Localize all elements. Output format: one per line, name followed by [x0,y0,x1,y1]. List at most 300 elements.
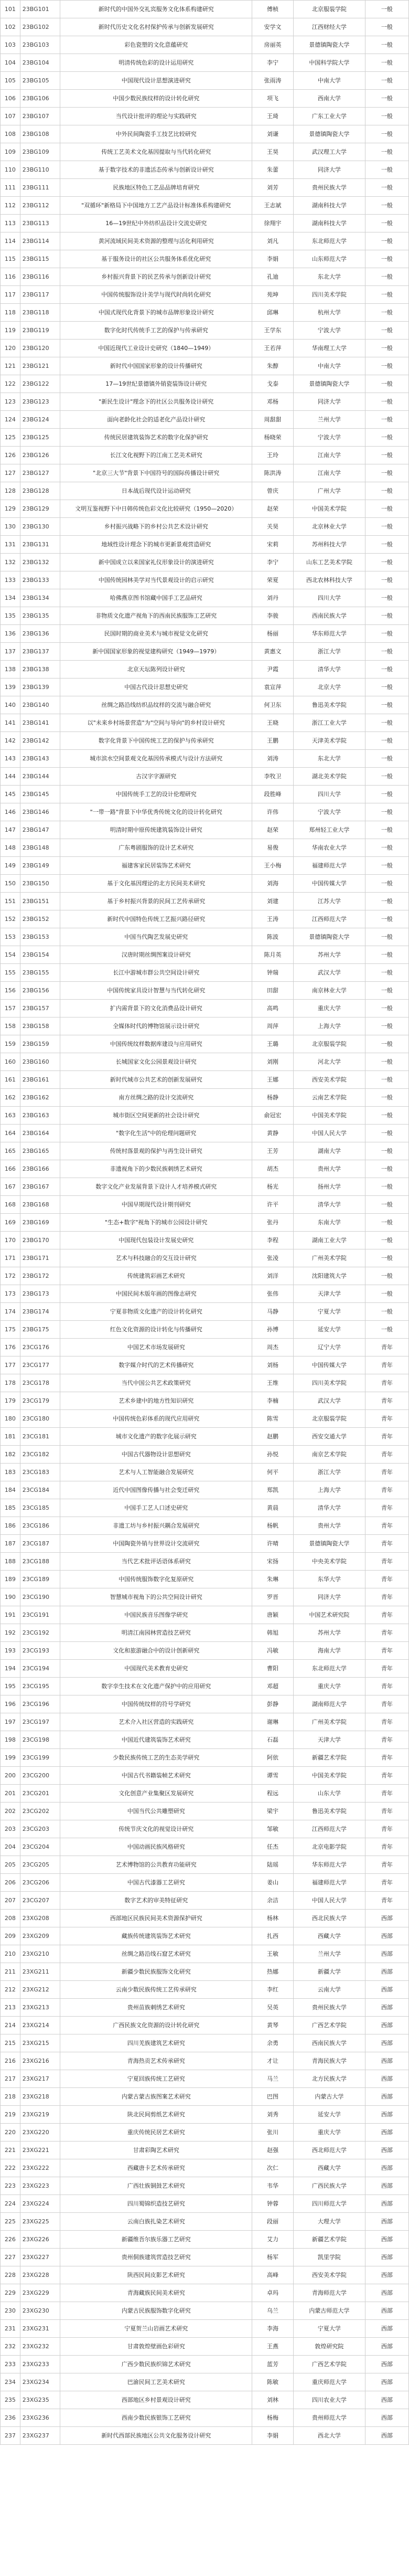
principal-investigator: 王芳 [252,1142,294,1160]
project-code: 23BG133 [20,571,60,589]
row-number: 121 [1,357,20,375]
project-title: 中国传统服饰数字化复原研究 [60,1571,252,1588]
project-code: 23BG151 [20,893,60,910]
project-title: 明清时期中原传统建筑装饰设计研究 [60,821,252,839]
institution: 华东师范大学 [293,625,365,643]
table-row [1,893,409,910]
project-code: 23XG231 [20,2320,60,2338]
row-number: 192 [1,1624,20,1642]
institution: 浙江工业大学 [293,714,365,732]
project-title: 哈佛燕京图书馆藏中国手工艺品研究 [60,589,252,607]
project-title: 城市文化遗产的数字化展示研究 [60,1428,252,1446]
principal-investigator: 韦华 [252,2177,294,2195]
project-category: 青年 [365,1856,408,1874]
institution: 西安美术学院 [293,2266,365,2284]
project-code: 23CG197 [20,1713,60,1731]
project-category: 西部 [365,2249,408,2266]
row-number: 140 [1,696,20,714]
project-category: 一般 [365,1285,408,1303]
project-code: 23BG141 [20,714,60,732]
row-number: 134 [1,589,20,607]
project-category: 一般 [365,928,408,946]
principal-investigator: 钟蓉 [252,2195,294,2213]
table-row [1,1910,409,1927]
project-code: 23CG180 [20,1410,60,1428]
institution: 江南大学 [293,447,365,464]
table-row [1,1339,409,1356]
project-title: 广西壮族铜鼓艺术研究 [60,2177,252,2195]
project-code: 23BG120 [20,340,60,357]
project-title: 宁夏非物质文化遗产的设计转化研究 [60,1303,252,1321]
project-category: 一般 [365,1142,408,1160]
table-row [1,108,409,125]
principal-investigator: 王涛 [252,910,294,928]
project-category: 青年 [365,1535,408,1553]
row-number: 224 [1,2195,20,2213]
project-code: 23BG138 [20,661,60,679]
table-row [1,1410,409,1428]
principal-investigator: 刘海 [252,875,294,893]
table-row [1,2142,409,2159]
institution: 中国传媒大学 [293,1356,365,1374]
project-category: 青年 [365,1642,408,1660]
project-code: 23BG124 [20,411,60,429]
row-number: 214 [1,2017,20,2034]
project-table-body [1,1,409,2445]
project-code: 23CG200 [20,1767,60,1785]
principal-investigator: 刘秀 [252,2106,294,2124]
project-category: 一般 [365,1035,408,1053]
principal-investigator: 扎西 [252,1927,294,1945]
project-title: 非物质文化遗产视角下的西南民族服饰工艺研究 [60,607,252,625]
row-number: 115 [1,250,20,268]
row-number: 207 [1,1892,20,1910]
principal-investigator: 巴图 [252,2088,294,2106]
project-code: 23BG148 [20,839,60,857]
principal-investigator: 谢琳 [252,1713,294,1731]
project-code: 23BG122 [20,375,60,393]
project-title: 中国古代漆器工艺研究 [60,1874,252,1892]
project-category: 一般 [365,1214,408,1232]
table-row [1,1927,409,1945]
project-category: 西部 [365,2427,408,2445]
project-code: 23BG113 [20,215,60,232]
project-code: 23BG158 [20,1017,60,1035]
table-row [1,2034,409,2052]
institution: 景德镇陶瓷大学 [293,125,365,143]
project-category: 西部 [365,2320,408,2338]
project-code: 23BG154 [20,946,60,964]
row-number: 136 [1,625,20,643]
row-number: 161 [1,1071,20,1089]
row-number: 231 [1,2320,20,2338]
row-number: 162 [1,1089,20,1107]
principal-investigator: 杨丽 [252,625,294,643]
project-code: 23BG156 [20,982,60,1000]
principal-investigator: 俞冠宏 [252,1107,294,1125]
principal-investigator: 王若萍 [252,340,294,357]
project-category: 一般 [365,1,408,18]
institution: 东北大学 [293,268,365,286]
project-title: 中国现代设计思想演进研究 [60,72,252,90]
table-row [1,946,409,964]
project-code: 23BG143 [20,750,60,768]
table-row [1,447,409,464]
principal-investigator: 孔迪 [252,268,294,286]
project-title: 四川羌族建筑艺术研究 [60,2034,252,2052]
project-code: 23CG177 [20,1356,60,1374]
table-row [1,72,409,90]
project-category: 青年 [365,1464,408,1481]
table-row [1,215,409,232]
project-code: 23BG123 [20,393,60,411]
row-number: 175 [1,1321,20,1339]
project-title: "新民生设计"理念下的社区公共服务设计研究 [60,393,252,411]
table-row [1,2356,409,2373]
institution: 福建师范大学 [293,857,365,875]
table-row [1,250,409,268]
row-number: 204 [1,1838,20,1856]
row-number: 130 [1,518,20,536]
institution: 武汉大学 [293,1392,365,1410]
project-title: 广西民族文化资源的设计转化研究 [60,2017,252,2034]
principal-investigator: 张凌 [252,1249,294,1267]
project-code: 23BG169 [20,1214,60,1232]
table-row [1,1053,409,1071]
project-title: 新疆少数民族服饰文化研究 [60,1963,252,1981]
project-category: 一般 [365,1089,408,1107]
project-title: 传统工艺美术文化基因提取与当代转化研究 [60,143,252,161]
institution: 西北师范大学 [293,2142,365,2159]
project-category: 青年 [365,1428,408,1446]
table-row [1,661,409,679]
project-category: 青年 [365,1553,408,1571]
project-category: 一般 [365,857,408,875]
project-title: 中国早期现代设计期刊研究 [60,1196,252,1214]
principal-investigator: 许平 [252,1196,294,1214]
institution: 四川农业大学 [293,2391,365,2409]
project-code: 23BG157 [20,1000,60,1017]
row-number: 174 [1,1303,20,1321]
project-category: 一般 [365,554,408,571]
institution: 江西师范大学 [293,1820,365,1838]
table-row [1,500,409,518]
project-code: 23XG224 [20,2195,60,2213]
row-number: 211 [1,1963,20,1981]
institution: 中国美术学院 [293,1767,365,1785]
institution: 新疆大学 [293,1963,365,1981]
table-row [1,2177,409,2195]
project-title: 长城国家文化公园景观设计研究 [60,1053,252,1071]
table-row [1,1892,409,1910]
table-row [1,2302,409,2320]
table-row [1,90,409,108]
principal-investigator: 孙博 [252,1321,294,1339]
principal-investigator: 杨军 [252,2249,294,2266]
principal-investigator: 田甜 [252,982,294,1000]
row-number: 197 [1,1713,20,1731]
project-category: 青年 [365,1499,408,1517]
row-number: 189 [1,1571,20,1588]
institution: 山东师范大学 [293,250,365,268]
institution: 山东工艺美术学院 [293,554,365,571]
principal-investigator: 陈敏 [252,2373,294,2391]
principal-investigator: 杨光 [252,1178,294,1196]
project-title: 基于数字技术的非遗活态传承与创新设计研究 [60,161,252,179]
project-category: 西部 [365,2070,408,2088]
institution: 浙江大学 [293,1464,365,1481]
row-number: 106 [1,90,20,108]
principal-investigator: 关昊 [252,518,294,536]
institution: 四川美术学院 [293,286,365,304]
project-code: 23CG205 [20,1856,60,1874]
institution: 四川师范大学 [293,2195,365,2213]
row-number: 200 [1,1767,20,1785]
institution: 苏州科技大学 [293,536,365,554]
table-row [1,1428,409,1446]
principal-investigator: 李宁 [252,554,294,571]
institution: 四川大学 [293,786,365,803]
project-title: "数字化生活"中的伦理问题研究 [60,1125,252,1142]
table-row [1,1000,409,1017]
project-title: 中国少数民族纹样的设计转化研究 [60,90,252,108]
row-number: 127 [1,464,20,482]
project-category: 一般 [365,750,408,768]
project-title: 红色文化资源的设计转化与传播研究 [60,1321,252,1339]
principal-investigator: 黄惠文 [252,643,294,661]
row-number: 146 [1,803,20,821]
table-row [1,2124,409,2142]
row-number: 198 [1,1731,20,1749]
institution: 西安美术学院 [293,1071,365,1089]
row-number: 107 [1,108,20,125]
table-row [1,1856,409,1874]
project-code: 23BG166 [20,1160,60,1178]
row-number: 237 [1,2427,20,2445]
row-number: 125 [1,429,20,447]
project-category: 青年 [365,1785,408,1803]
project-code: 23BG102 [20,18,60,36]
project-title: 南方丝绸之路的设计交流研究 [60,1089,252,1107]
row-number: 229 [1,2284,20,2302]
row-number: 122 [1,375,20,393]
project-category: 一般 [365,1249,408,1267]
project-title: 智慧城市视角下的公共空间设计研究 [60,1588,252,1606]
project-title: 数字艺术的审美特征研究 [60,1892,252,1910]
institution: 宁夏大学 [293,2320,365,2338]
project-title: 中国当代陶艺发展史研究 [60,928,252,946]
project-category: 一般 [365,232,408,250]
table-row [1,1767,409,1785]
project-code: 23BG155 [20,964,60,982]
project-category: 一般 [365,250,408,268]
table-row [1,875,409,893]
table-row [1,2249,409,2266]
row-number: 117 [1,286,20,304]
project-category: 西部 [365,2266,408,2284]
table-row [1,2320,409,2338]
project-title: 当代艺术批评话语体系研究 [60,1553,252,1571]
row-number: 193 [1,1642,20,1660]
table-row [1,1481,409,1499]
principal-investigator: 王敏 [252,1945,294,1963]
project-category: 一般 [365,286,408,304]
project-title: 中国古代设计思想史研究 [60,679,252,696]
table-row [1,696,409,714]
project-category: 一般 [365,518,408,536]
row-number: 208 [1,1910,20,1927]
project-title: 数字文化产业发展背景下设计人才培养模式研究 [60,1178,252,1196]
row-number: 131 [1,536,20,554]
institution: 同济大学 [293,1588,365,1606]
project-code: 23BG107 [20,108,60,125]
principal-investigator: 王璐 [252,1035,294,1053]
institution: 景德镇陶瓷大学 [293,36,365,54]
principal-investigator: 高鸣 [252,1000,294,1017]
project-title: 广西少数民族织锦艺术研究 [60,2356,252,2373]
project-category: 青年 [365,1588,408,1606]
project-code: 23BG147 [20,821,60,839]
project-title: 宁夏回族传统工艺研究 [60,2070,252,2088]
project-code: 23BG117 [20,286,60,304]
institution: 湖南大学 [293,1142,365,1160]
table-row [1,393,409,411]
project-category: 一般 [365,1160,408,1178]
project-code: 23XG220 [20,2124,60,2142]
project-code: 23BG119 [20,322,60,340]
project-category: 一般 [365,1321,408,1339]
project-code: 23CG176 [20,1339,60,1356]
principal-investigator: 安学文 [252,18,294,36]
table-row [1,536,409,554]
project-code: 23BG112 [20,197,60,215]
project-title: 甘肃敦煌壁画色彩研究 [60,2338,252,2356]
project-code: 23XG233 [20,2356,60,2373]
project-category: 青年 [365,1838,408,1856]
institution: 广西艺术学院 [293,2356,365,2373]
row-number: 210 [1,1945,20,1963]
row-number: 113 [1,215,20,232]
principal-investigator: 宋扬 [252,1553,294,1571]
institution: 西藏大学 [293,1927,365,1945]
principal-investigator: 杨林 [252,1910,294,1927]
row-number: 228 [1,2266,20,2284]
table-row [1,340,409,357]
project-code: 23CG191 [20,1606,60,1624]
principal-investigator: 李骏 [252,607,294,625]
institution: 景德镇陶瓷大学 [293,1535,365,1553]
institution: 广州美术学院 [293,1713,365,1731]
institution: 北方民族大学 [293,2070,365,2088]
project-code: 23BG139 [20,679,60,696]
institution: 海南大学 [293,1642,365,1660]
table-row [1,2017,409,2034]
institution: 景德镇陶瓷大学 [293,928,365,946]
project-title: 少数民族传统工艺的生态美学研究 [60,1749,252,1767]
row-number: 171 [1,1249,20,1267]
institution: 湖南师范大学 [293,1695,365,1713]
project-code: 23XG236 [20,2409,60,2427]
project-code: 23BG108 [20,125,60,143]
project-code: 23XG217 [20,2070,60,2088]
table-row [1,2391,409,2409]
principal-investigator: 阿依 [252,1749,294,1767]
row-number: 215 [1,2034,20,2052]
principal-investigator: 刘杨 [252,1356,294,1374]
principal-investigator: 马静 [252,1303,294,1321]
institution: 湖南科技大学 [293,215,365,232]
institution: 大理大学 [293,2213,365,2231]
row-number: 227 [1,2249,20,2266]
table-row [1,1499,409,1517]
institution: 苏州大学 [293,946,365,964]
table-row [1,2231,409,2249]
institution: 清华大学 [293,1196,365,1214]
table-row [1,1249,409,1267]
project-title: 明清传统色彩的设计运用研究 [60,54,252,72]
project-code: 23XG221 [20,2142,60,2159]
principal-investigator: 谭雪 [252,1767,294,1785]
principal-investigator: 刘涛 [252,750,294,768]
project-code: 23BG159 [20,1035,60,1053]
project-title: 青海热贡艺术传承研究 [60,2052,252,2070]
table-row [1,2427,409,2445]
row-number: 119 [1,322,20,340]
row-number: 133 [1,571,20,589]
institution: 北京服装学院 [293,1,365,18]
project-category: 青年 [365,1678,408,1695]
project-code: 23BG175 [20,1321,60,1339]
institution: 湖北美术学院 [293,768,365,786]
project-code: 23XG223 [20,2177,60,2195]
institution: 宁波大学 [293,803,365,821]
project-title: 新中国国家形象的视觉建构研究（1949—1979） [60,643,252,661]
project-category: 一般 [365,696,408,714]
principal-investigator: 刘林 [252,2391,294,2409]
table-row [1,1017,409,1035]
principal-investigator: 王玲 [252,447,294,464]
project-category: 一般 [365,1267,408,1285]
row-number: 199 [1,1749,20,1767]
project-title: 黄河流域民间美术资源的整理与活化利用研究 [60,232,252,250]
principal-investigator: 王昊 [252,143,294,161]
institution: 中南大学 [293,72,365,90]
principal-investigator: 姜山 [252,1874,294,1892]
row-number: 144 [1,768,20,786]
table-row [1,2088,409,2106]
table-row [1,1125,409,1142]
institution: 河北大学 [293,1053,365,1071]
institution: 新疆艺术学院 [293,1749,365,1767]
principal-investigator: 钟瑞 [252,964,294,982]
table-row [1,1374,409,1392]
row-number: 236 [1,2409,20,2427]
principal-investigator: 罗晋 [252,1588,294,1606]
project-category: 西部 [365,2159,408,2177]
row-number: 213 [1,1999,20,2017]
project-code: 23CG186 [20,1517,60,1535]
principal-investigator: 余勇 [252,2034,294,2052]
table-row [1,1642,409,1660]
principal-investigator: 朱醇 [252,357,294,375]
institution: 中央美术学院 [293,1553,365,1571]
project-category: 一般 [365,839,408,857]
project-title: 文化创意产业集聚区发展研究 [60,1785,252,1803]
table-row [1,518,409,536]
principal-investigator: 赵荣 [252,821,294,839]
principal-investigator: 王学东 [252,322,294,340]
project-category: 西部 [365,1963,408,1981]
